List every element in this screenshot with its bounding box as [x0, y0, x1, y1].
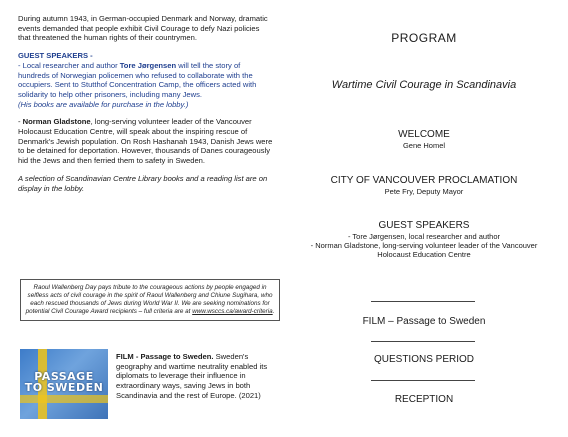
program-speaker1: - Tore Jørgensen, local researcher and author	[347, 232, 501, 241]
speaker1-pre: - Local researcher and author	[18, 60, 120, 70]
wallenberg-text: Raoul Wallenberg Day pays tribute to the courageous actions by people engaged in selfless acts of civil courage in the spirit of Raoul Wallenberg and Chiune Sugihara, who each rescued thousands of Jews during World War II. We are seeking nominations for potential Civil Courage Award recipients – full criteria are at	[25, 284, 273, 315]
wallenberg-day-box	[20, 279, 280, 321]
film-poster-image	[20, 349, 108, 419]
proclamation-speaker: Pete Fry, Deputy Mayor	[384, 187, 464, 196]
speaker2-paragraph	[18, 117, 274, 166]
proclamation-section	[300, 175, 548, 196]
questions-item: QUESTIONS PERIOD	[373, 354, 474, 365]
divider	[371, 341, 475, 342]
welcome-section	[300, 129, 548, 150]
film-poster-title	[24, 371, 104, 393]
speakers-heading: GUEST SPEAKERS	[378, 220, 470, 231]
award-criteria-link[interactable]: www.wsccs.ca/award-criteria	[192, 308, 273, 315]
program-speaker2: - Norman Gladstone, long-serving volunteer leader of the Vancouver Holocaust Education Centre	[310, 241, 538, 259]
film-text: Sweden's geography and wartime neutrality enabled its diplomats to leverage their influence in extraordinary ways, saving Jews in both Scandinavia and the rest of Europe. (2021)	[116, 352, 268, 400]
left-column	[18, 14, 274, 193]
speaker1-paragraph	[18, 61, 274, 110]
speaker2-name: Norman Gladstone	[22, 117, 91, 127]
speaker1-text: will tell the story of hundreds of Norwegian policemen who refused to collaborate with the occupiers. Sent to Stutthof Concentration Camp, the officers acted with solidarity to help other prisoners, including many Jews.	[18, 60, 257, 99]
film-poster-line2: TO SWEDEN	[24, 381, 104, 394]
speaker1-name: Tore Jørgensen	[119, 60, 177, 70]
welcome-speaker: Gene Homel	[402, 141, 446, 150]
guest-speakers-heading: GUEST SPEAKERS -	[18, 51, 93, 61]
speaker2-pre: -	[18, 117, 23, 127]
speaker2-text: , long-serving volunteer leader of the Vancouver Holocaust Education Centre, will speak about the inspiring rescue of Denmark's Jewish population. On Rosh Hashanah 1943, Danish Jews were to be detained for deportation. However, thousands of Danes courageously hid the Jews and then ferried them to safety in Sweden.	[18, 117, 273, 166]
program-title: PROGRAM	[391, 31, 457, 45]
reception-item: RECEPTION	[394, 394, 454, 405]
film-title: FILM - Passage to Sweden.	[116, 352, 214, 361]
film-poster-line1: PASSAGE	[34, 370, 94, 383]
library-note: A selection of Scandinavian Centre Library books and a reading list are on display in the lobby.	[18, 173, 268, 193]
wallenberg-end: .	[272, 308, 275, 315]
proclamation-heading: CITY OF VANCOUVER PROCLAMATION	[330, 175, 518, 186]
welcome-heading: WELCOME	[398, 129, 450, 140]
film-item: FILM – Passage to Sweden	[362, 316, 486, 327]
film-description	[116, 352, 276, 401]
program-subtitle: Wartime Civil Courage in Scandinavia	[331, 79, 517, 91]
speakers-section	[300, 220, 548, 259]
speaker1-note: (His books are available for purchase in the lobby.)	[18, 99, 189, 109]
divider	[371, 380, 475, 381]
intro-paragraph: During autumn 1943, in German-occupied Denmark and Norway, dramatic events demanded that people exhibit Civil Courage to defy Nazi policies that threatened the human rights of their countrymen.	[18, 14, 268, 43]
divider	[371, 301, 475, 302]
